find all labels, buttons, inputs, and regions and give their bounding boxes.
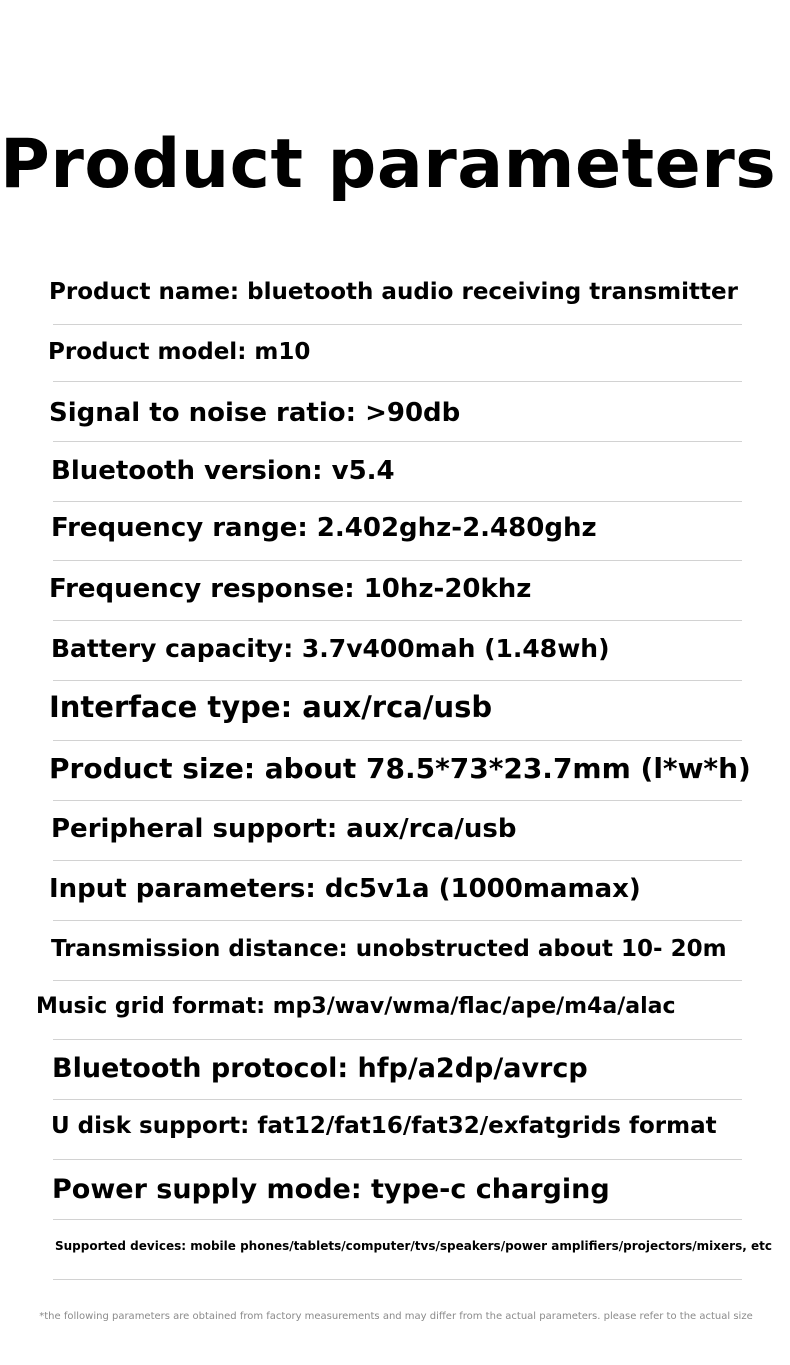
divider xyxy=(53,1159,742,1160)
param-music-format: Music grid format: mp3/wav/wma/flac/ape/m4a/alac xyxy=(36,994,676,1019)
page-title: Product parameters xyxy=(0,125,777,204)
param-product-size: Product size: about 78.5*73*23.7mm (l*w*h) xyxy=(49,752,751,785)
divider xyxy=(53,381,742,382)
param-input-parameters: Input parameters: dc5v1a (1000mamax) xyxy=(49,874,641,904)
param-bluetooth-version: Bluetooth version: v5.4 xyxy=(51,456,395,486)
divider xyxy=(53,1039,742,1040)
divider xyxy=(53,980,742,981)
divider xyxy=(53,501,742,502)
divider xyxy=(53,620,742,621)
param-supported-devices: Supported devices: mobile phones/tablets/computer/tvs/speakers/power amplifiers/projectors/mixers, etc xyxy=(55,1239,772,1253)
divider xyxy=(53,680,742,681)
divider xyxy=(53,740,742,741)
divider xyxy=(53,800,742,801)
param-product-model: Product model: m10 xyxy=(48,339,311,365)
param-frequency-range: Frequency range: 2.402ghz-2.480ghz xyxy=(51,513,597,543)
param-power-supply-mode: Power supply mode: type-c charging xyxy=(52,1174,610,1205)
param-signal-to-noise: Signal to noise ratio: >90db xyxy=(49,398,461,428)
param-bluetooth-protocol: Bluetooth protocol: hfp/a2dp/avrcp xyxy=(52,1053,588,1084)
divider xyxy=(53,1219,742,1220)
divider xyxy=(53,560,742,561)
param-transmission-distance: Transmission distance: unobstructed about 10- 20m xyxy=(51,936,727,962)
param-product-name: Product name: bluetooth audio receiving transmitter xyxy=(49,279,738,305)
divider xyxy=(53,1279,742,1280)
divider xyxy=(53,1099,742,1100)
param-u-disk-support: U disk support: fat12/fat16/fat32/exfatgrids format xyxy=(51,1113,717,1139)
footnote: *the following parameters are obtained from factory measurements and may differ from the actual parameters. please refer to the actual size xyxy=(39,1311,753,1322)
divider xyxy=(53,441,742,442)
param-interface-type: Interface type: aux/rca/usb xyxy=(49,690,493,724)
divider xyxy=(53,920,742,921)
param-peripheral-support: Peripheral support: aux/rca/usb xyxy=(51,814,517,844)
param-frequency-response: Frequency response: 10hz-20khz xyxy=(49,574,532,604)
divider xyxy=(53,324,742,325)
divider xyxy=(53,860,742,861)
param-battery-capacity: Battery capacity: 3.7v400mah (1.48wh) xyxy=(51,634,610,663)
